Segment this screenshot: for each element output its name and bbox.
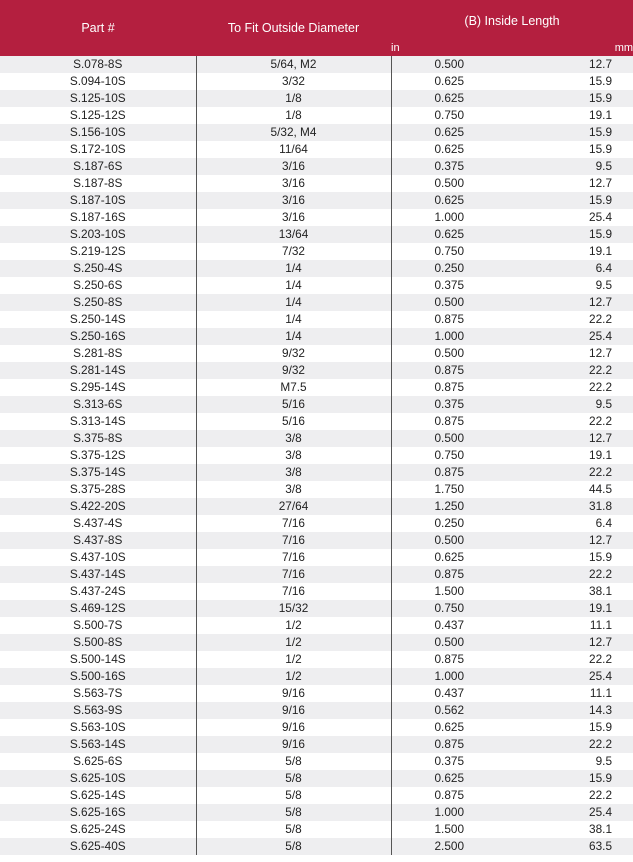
table-row — [0, 413, 633, 430]
table-row — [0, 90, 633, 107]
outside-diameter-cell: 7/32 — [196, 243, 391, 260]
length-mm-cell: 22.2 — [511, 311, 633, 328]
part-number-cell: S.625-16S — [0, 804, 196, 821]
table-row — [0, 464, 633, 481]
length-in-cell: 0.375 — [391, 158, 511, 175]
length-in-cell: 0.500 — [391, 345, 511, 362]
length-in-cell: 0.875 — [391, 736, 511, 753]
length-in-cell: 0.875 — [391, 362, 511, 379]
length-in-cell: 0.625 — [391, 770, 511, 787]
table-row — [0, 277, 633, 294]
part-number-cell: S.625-6S — [0, 753, 196, 770]
outside-diameter-cell: 1/2 — [196, 617, 391, 634]
table-row — [0, 447, 633, 464]
length-mm-cell: 15.9 — [511, 226, 633, 243]
length-mm-cell: 19.1 — [511, 243, 633, 260]
length-mm-cell: 15.9 — [511, 770, 633, 787]
part-number-cell: S.187-16S — [0, 209, 196, 226]
outside-diameter-cell: 3/8 — [196, 430, 391, 447]
length-mm-cell: 22.2 — [511, 736, 633, 753]
part-number-cell: S.625-24S — [0, 821, 196, 838]
length-mm-cell: 11.1 — [511, 617, 633, 634]
outside-diameter-cell: 9/32 — [196, 362, 391, 379]
table-row — [0, 770, 633, 787]
part-number-cell: S.375-8S — [0, 430, 196, 447]
part-number-cell: S.422-20S — [0, 498, 196, 515]
table-row — [0, 532, 633, 549]
length-mm-cell: 15.9 — [511, 73, 633, 90]
length-mm-cell: 11.1 — [511, 685, 633, 702]
part-number-cell: S.563-14S — [0, 736, 196, 753]
length-mm-cell: 15.9 — [511, 141, 633, 158]
length-in-cell: 0.750 — [391, 107, 511, 124]
outside-diameter-cell: 9/16 — [196, 736, 391, 753]
length-mm-cell: 12.7 — [511, 175, 633, 192]
length-in-cell: 1.000 — [391, 328, 511, 345]
outside-diameter-cell: 7/16 — [196, 549, 391, 566]
length-mm-cell: 44.5 — [511, 481, 633, 498]
length-mm-cell: 22.2 — [511, 651, 633, 668]
length-mm-cell: 22.2 — [511, 464, 633, 481]
outside-diameter-cell: 1/4 — [196, 294, 391, 311]
part-number-cell: S.078-8S — [0, 56, 196, 73]
table-row — [0, 651, 633, 668]
outside-diameter-cell: 1/2 — [196, 651, 391, 668]
outside-diameter-cell: 7/16 — [196, 532, 391, 549]
length-mm-cell: 12.7 — [511, 634, 633, 651]
table-row — [0, 56, 633, 73]
table-row — [0, 226, 633, 243]
length-in-cell: 2.500 — [391, 838, 511, 855]
table-row — [0, 379, 633, 396]
part-number-cell: S.625-14S — [0, 787, 196, 804]
table-body — [0, 56, 633, 855]
table-row — [0, 209, 633, 226]
table-row — [0, 498, 633, 515]
length-in-cell: 0.625 — [391, 90, 511, 107]
length-in-cell: 0.875 — [391, 413, 511, 430]
length-mm-cell: 12.7 — [511, 294, 633, 311]
table-row — [0, 549, 633, 566]
length-in-cell: 0.750 — [391, 600, 511, 617]
length-mm-cell: 22.2 — [511, 787, 633, 804]
table-row — [0, 328, 633, 345]
outside-diameter-cell: 5/16 — [196, 413, 391, 430]
outside-diameter-cell: 5/64, M2 — [196, 56, 391, 73]
length-mm-cell: 15.9 — [511, 719, 633, 736]
table-row — [0, 141, 633, 158]
part-number-cell: S.437-4S — [0, 515, 196, 532]
length-in-cell: 1.250 — [391, 498, 511, 515]
outside-diameter-cell: 7/16 — [196, 515, 391, 532]
length-in-cell: 1.500 — [391, 821, 511, 838]
length-mm-cell: 22.2 — [511, 413, 633, 430]
length-mm-cell: 9.5 — [511, 753, 633, 770]
outside-diameter-cell: 3/8 — [196, 481, 391, 498]
outside-diameter-cell: 1/4 — [196, 328, 391, 345]
part-number-cell: S.203-10S — [0, 226, 196, 243]
table-row — [0, 719, 633, 736]
part-number-cell: S.375-12S — [0, 447, 196, 464]
length-in-cell: 0.250 — [391, 260, 511, 277]
table-row — [0, 736, 633, 753]
length-mm-cell: 15.9 — [511, 124, 633, 141]
length-mm-cell: 38.1 — [511, 821, 633, 838]
part-number-cell: S.437-8S — [0, 532, 196, 549]
outside-diameter-cell: 5/8 — [196, 804, 391, 821]
outside-diameter-cell: 1/8 — [196, 107, 391, 124]
length-mm-cell: 9.5 — [511, 396, 633, 413]
part-number-cell: S.295-14S — [0, 379, 196, 396]
table-row — [0, 481, 633, 498]
length-in-cell: 0.500 — [391, 175, 511, 192]
length-in-cell: 0.875 — [391, 566, 511, 583]
part-number-cell: S.500-16S — [0, 668, 196, 685]
part-number-cell: S.125-12S — [0, 107, 196, 124]
outside-diameter-cell: 3/8 — [196, 447, 391, 464]
table-row — [0, 821, 633, 838]
outside-diameter-cell: 9/16 — [196, 685, 391, 702]
length-mm-cell: 6.4 — [511, 515, 633, 532]
table-row — [0, 617, 633, 634]
outside-diameter-cell: 5/8 — [196, 821, 391, 838]
part-number-cell: S.437-14S — [0, 566, 196, 583]
length-in-cell: 0.562 — [391, 702, 511, 719]
table-row — [0, 702, 633, 719]
part-number-cell: S.625-10S — [0, 770, 196, 787]
length-in-cell: 0.375 — [391, 396, 511, 413]
length-mm-cell: 63.5 — [511, 838, 633, 855]
unit-header-mm: mm — [511, 41, 633, 56]
part-number-cell: S.187-6S — [0, 158, 196, 175]
length-in-cell: 0.375 — [391, 277, 511, 294]
length-mm-cell: 38.1 — [511, 583, 633, 600]
table-row — [0, 158, 633, 175]
table-row — [0, 73, 633, 90]
column-header-inside-length: (B) Inside Length — [391, 0, 633, 41]
length-in-cell: 1.500 — [391, 583, 511, 600]
table-row — [0, 243, 633, 260]
length-mm-cell: 14.3 — [511, 702, 633, 719]
part-number-cell: S.313-14S — [0, 413, 196, 430]
outside-diameter-cell: 1/2 — [196, 634, 391, 651]
outside-diameter-cell: 3/16 — [196, 192, 391, 209]
part-number-cell: S.375-28S — [0, 481, 196, 498]
length-in-cell: 0.500 — [391, 532, 511, 549]
length-in-cell: 0.375 — [391, 753, 511, 770]
length-mm-cell: 12.7 — [511, 56, 633, 73]
length-in-cell: 0.625 — [391, 226, 511, 243]
part-number-cell: S.125-10S — [0, 90, 196, 107]
part-number-cell: S.250-16S — [0, 328, 196, 345]
part-number-cell: S.156-10S — [0, 124, 196, 141]
part-number-cell: S.469-12S — [0, 600, 196, 617]
length-in-cell: 0.625 — [391, 124, 511, 141]
length-mm-cell: 19.1 — [511, 600, 633, 617]
length-mm-cell: 19.1 — [511, 107, 633, 124]
length-mm-cell: 31.8 — [511, 498, 633, 515]
table-row — [0, 396, 633, 413]
part-number-cell: S.250-8S — [0, 294, 196, 311]
length-in-cell: 0.625 — [391, 73, 511, 90]
part-number-cell: S.187-8S — [0, 175, 196, 192]
outside-diameter-cell: 1/4 — [196, 277, 391, 294]
length-in-cell: 0.500 — [391, 430, 511, 447]
length-in-cell: 0.625 — [391, 549, 511, 566]
length-in-cell: 0.250 — [391, 515, 511, 532]
outside-diameter-cell: 9/32 — [196, 345, 391, 362]
length-in-cell: 1.000 — [391, 209, 511, 226]
outside-diameter-cell: 11/64 — [196, 141, 391, 158]
part-number-cell: S.250-6S — [0, 277, 196, 294]
length-in-cell: 0.875 — [391, 651, 511, 668]
table-row — [0, 362, 633, 379]
part-number-cell: S.250-4S — [0, 260, 196, 277]
unit-header-in: in — [391, 41, 511, 56]
length-mm-cell: 22.2 — [511, 566, 633, 583]
outside-diameter-cell: 1/8 — [196, 90, 391, 107]
part-number-cell: S.187-10S — [0, 192, 196, 209]
outside-diameter-cell: 5/16 — [196, 396, 391, 413]
length-in-cell: 0.437 — [391, 617, 511, 634]
table-row — [0, 583, 633, 600]
outside-diameter-cell: 3/16 — [196, 175, 391, 192]
table-row — [0, 685, 633, 702]
outside-diameter-cell: 5/8 — [196, 838, 391, 855]
outside-diameter-cell: 7/16 — [196, 566, 391, 583]
table-row — [0, 566, 633, 583]
outside-diameter-cell: 1/2 — [196, 668, 391, 685]
table-row — [0, 345, 633, 362]
table-header — [0, 0, 633, 56]
length-in-cell: 0.875 — [391, 379, 511, 396]
length-in-cell: 0.750 — [391, 243, 511, 260]
table-row — [0, 787, 633, 804]
outside-diameter-cell: 15/32 — [196, 600, 391, 617]
table-row — [0, 804, 633, 821]
table-row — [0, 192, 633, 209]
outside-diameter-cell: 1/4 — [196, 260, 391, 277]
outside-diameter-cell: 9/16 — [196, 702, 391, 719]
part-number-cell: S.281-8S — [0, 345, 196, 362]
table-row — [0, 600, 633, 617]
outside-diameter-cell: 5/8 — [196, 787, 391, 804]
part-number-cell: S.500-8S — [0, 634, 196, 651]
length-mm-cell: 9.5 — [511, 277, 633, 294]
part-number-cell: S.500-7S — [0, 617, 196, 634]
length-in-cell: 0.625 — [391, 141, 511, 158]
part-number-cell: S.437-24S — [0, 583, 196, 600]
part-number-cell: S.500-14S — [0, 651, 196, 668]
table-row — [0, 175, 633, 192]
length-in-cell: 0.625 — [391, 192, 511, 209]
outside-diameter-cell: 3/16 — [196, 209, 391, 226]
part-number-cell: S.313-6S — [0, 396, 196, 413]
length-in-cell: 0.750 — [391, 447, 511, 464]
column-header-fit-diameter: To Fit Outside Diameter — [196, 0, 391, 56]
length-mm-cell: 12.7 — [511, 345, 633, 362]
part-number-cell: S.563-10S — [0, 719, 196, 736]
outside-diameter-cell: 3/8 — [196, 464, 391, 481]
length-mm-cell: 6.4 — [511, 260, 633, 277]
length-mm-cell: 25.4 — [511, 209, 633, 226]
part-number-cell: S.219-12S — [0, 243, 196, 260]
table-row — [0, 634, 633, 651]
outside-diameter-cell: 13/64 — [196, 226, 391, 243]
outside-diameter-cell: 5/8 — [196, 753, 391, 770]
length-in-cell: 0.875 — [391, 787, 511, 804]
outside-diameter-cell: 7/16 — [196, 583, 391, 600]
length-in-cell: 0.437 — [391, 685, 511, 702]
outside-diameter-cell: 1/4 — [196, 311, 391, 328]
length-in-cell: 0.875 — [391, 311, 511, 328]
part-number-cell: S.172-10S — [0, 141, 196, 158]
table-row — [0, 260, 633, 277]
part-number-cell: S.625-40S — [0, 838, 196, 855]
length-mm-cell: 22.2 — [511, 379, 633, 396]
outside-diameter-cell: 5/32, M4 — [196, 124, 391, 141]
length-in-cell: 1.000 — [391, 804, 511, 821]
length-in-cell: 1.000 — [391, 668, 511, 685]
length-mm-cell: 25.4 — [511, 328, 633, 345]
outside-diameter-cell: 5/8 — [196, 770, 391, 787]
outside-diameter-cell: 9/16 — [196, 719, 391, 736]
outside-diameter-cell: 27/64 — [196, 498, 391, 515]
part-number-cell: S.437-10S — [0, 549, 196, 566]
outside-diameter-cell: 3/32 — [196, 73, 391, 90]
table-row — [0, 124, 633, 141]
outside-diameter-cell: 3/16 — [196, 158, 391, 175]
length-mm-cell: 15.9 — [511, 192, 633, 209]
part-number-cell: S.250-14S — [0, 311, 196, 328]
table-row — [0, 294, 633, 311]
length-mm-cell: 19.1 — [511, 447, 633, 464]
length-mm-cell: 12.7 — [511, 430, 633, 447]
length-mm-cell: 15.9 — [511, 549, 633, 566]
table-row — [0, 311, 633, 328]
length-mm-cell: 15.9 — [511, 90, 633, 107]
length-mm-cell: 12.7 — [511, 532, 633, 549]
part-number-cell: S.094-10S — [0, 73, 196, 90]
length-mm-cell: 22.2 — [511, 362, 633, 379]
length-in-cell: 0.500 — [391, 56, 511, 73]
part-number-cell: S.563-7S — [0, 685, 196, 702]
length-mm-cell: 25.4 — [511, 668, 633, 685]
column-header-part: Part # — [0, 0, 196, 56]
length-in-cell: 1.750 — [391, 481, 511, 498]
length-in-cell: 0.875 — [391, 464, 511, 481]
length-mm-cell: 9.5 — [511, 158, 633, 175]
length-in-cell: 0.500 — [391, 634, 511, 651]
table-row — [0, 515, 633, 532]
length-mm-cell: 25.4 — [511, 804, 633, 821]
part-number-cell: S.281-14S — [0, 362, 196, 379]
length-in-cell: 0.625 — [391, 719, 511, 736]
outside-diameter-cell: M7.5 — [196, 379, 391, 396]
part-number-cell: S.375-14S — [0, 464, 196, 481]
part-number-cell: S.563-9S — [0, 702, 196, 719]
table-row — [0, 107, 633, 124]
length-in-cell: 0.500 — [391, 294, 511, 311]
table-row — [0, 430, 633, 447]
table-row — [0, 838, 633, 855]
table-row — [0, 668, 633, 685]
table-row — [0, 753, 633, 770]
